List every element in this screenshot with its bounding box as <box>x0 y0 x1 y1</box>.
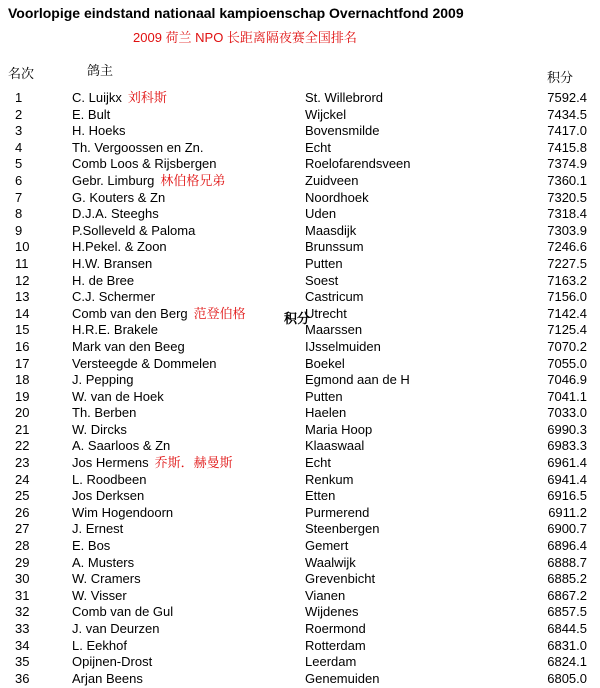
owner-cell <box>72 107 110 124</box>
owner-name: E. Bult <box>72 106 111 122</box>
place-cell: Klaaswaal <box>305 438 365 454</box>
place-cell: Renkum <box>305 471 354 487</box>
owner-cell <box>72 206 159 223</box>
table-row <box>0 571 600 588</box>
chinese-name-annotation: 林伯格兄弟 <box>160 172 226 188</box>
owner-cell <box>72 256 152 273</box>
chinese-name-annotation: 范登伯格 <box>193 305 246 321</box>
table-row <box>0 521 600 538</box>
points-cell: 7055.0 <box>547 355 587 371</box>
rank-cell: 8 <box>15 206 23 222</box>
table-row <box>0 140 600 157</box>
owner-column-header: 鸽主 <box>87 63 114 78</box>
owner-name: A. Saarloos & Zn <box>72 438 171 454</box>
points-cell: 7070.2 <box>547 338 587 354</box>
place-cell: IJsselmuiden <box>305 338 381 354</box>
ranking-table <box>0 90 600 687</box>
table-row <box>0 505 600 522</box>
owner-cell <box>72 555 134 572</box>
owner-cell <box>72 156 217 173</box>
owner-cell <box>72 306 246 323</box>
rank-cell: 13 <box>15 289 30 305</box>
rank-cell: 19 <box>15 388 30 404</box>
owner-cell <box>72 123 125 140</box>
points-cell: 6916.5 <box>547 488 587 504</box>
owner-name: H.Pekel. & Zoon <box>72 239 167 255</box>
table-row <box>0 472 600 489</box>
owner-cell <box>72 389 164 406</box>
table-row <box>0 239 600 256</box>
owner-cell <box>72 521 123 538</box>
owner-cell <box>72 538 110 555</box>
owner-cell <box>72 638 127 655</box>
owner-cell <box>72 488 144 505</box>
table-row <box>0 654 600 671</box>
place-cell: Utrecht <box>305 305 347 321</box>
owner-name: E. Bos <box>72 538 111 554</box>
owner-name: Opijnen-Drost <box>72 654 153 670</box>
table-row <box>0 356 600 373</box>
owner-name: Mark van den Beeg <box>72 338 185 354</box>
rank-cell: 17 <box>15 355 30 371</box>
points-cell: 6805.0 <box>547 670 587 686</box>
place-cell: Gemert <box>305 538 349 554</box>
place-cell: Egmond aan de H <box>305 372 410 388</box>
table-row <box>0 156 600 173</box>
points-cell: 7227.5 <box>547 255 587 271</box>
owner-cell <box>72 339 185 356</box>
rank-cell: 24 <box>15 471 30 487</box>
owner-name: J. van Deurzen <box>72 621 160 636</box>
table-row <box>0 123 600 140</box>
owner-cell <box>72 372 133 389</box>
points-cell: 7041.1 <box>547 388 587 404</box>
place-cell: Genemuiden <box>305 670 380 686</box>
rank-cell: 25 <box>15 488 30 504</box>
owner-name: Comb Loos & Rijsbergen <box>72 156 217 172</box>
table-row <box>0 422 600 439</box>
table-row <box>0 90 600 107</box>
table-row <box>0 289 600 306</box>
owner-name: Arjan Beens <box>72 670 143 686</box>
owner-cell <box>72 588 127 605</box>
points-cell: 6941.4 <box>547 471 587 487</box>
rank-cell: 14 <box>15 305 30 321</box>
points-cell: 7142.4 <box>547 305 587 321</box>
table-row <box>0 588 600 605</box>
points-cell: 6844.5 <box>547 621 587 636</box>
place-cell: Wijckel <box>305 106 347 122</box>
owner-name: Jos Derksen <box>72 488 145 504</box>
owner-name: P.Solleveld & Paloma <box>72 222 196 238</box>
owner-name: Th. Berben <box>72 405 137 421</box>
place-cell: Uden <box>305 206 337 222</box>
owner-name: Jos Hermens <box>72 455 149 471</box>
place-cell: Leerdam <box>305 654 357 670</box>
owner-cell <box>72 671 143 688</box>
points-cell: 7434.5 <box>547 106 587 122</box>
place-cell: Grevenbicht <box>305 571 376 587</box>
owner-name: Wim Hogendoorn <box>72 504 174 520</box>
rank-cell: 27 <box>15 521 30 537</box>
owner-cell <box>72 422 127 439</box>
points-cell: 7125.4 <box>547 322 587 338</box>
table-row <box>0 256 600 273</box>
points-cell: 7360.1 <box>547 172 587 188</box>
rank-cell: 33 <box>15 621 30 636</box>
owner-cell <box>72 173 225 190</box>
rank-cell: 22 <box>15 438 30 454</box>
owner-name: J. Pepping <box>72 372 134 388</box>
table-row <box>0 339 600 356</box>
points-cell: 6831.0 <box>547 637 587 653</box>
place-cell: Rotterdam <box>305 637 366 653</box>
points-cell: 6885.2 <box>547 571 587 587</box>
place-cell: Maarssen <box>305 322 363 338</box>
place-cell: Zuidveen <box>305 172 359 188</box>
place-cell: Roelofarendsveen <box>305 156 411 172</box>
owner-name: H.R.E. Brakele <box>72 322 158 338</box>
owner-cell <box>72 604 173 621</box>
place-cell: Steenbergen <box>305 521 380 537</box>
owner-cell <box>72 140 204 157</box>
owner-name: D.J.A. Steeghs <box>72 206 159 222</box>
owner-cell <box>72 239 167 256</box>
points-cell: 7318.4 <box>547 206 587 222</box>
table-row <box>0 604 600 621</box>
owner-name: L. Roodbeen <box>72 471 147 487</box>
owner-name: W. van de Hoek <box>72 388 164 404</box>
owner-cell <box>72 190 165 207</box>
rank-cell: 9 <box>15 222 23 238</box>
place-cell: Maasdijk <box>305 222 357 238</box>
points-cell: 6983.3 <box>547 438 587 454</box>
points-cell: 6900.7 <box>547 521 587 537</box>
place-cell: St. Willebrord <box>305 90 384 105</box>
place-cell: Echt <box>305 455 332 471</box>
owner-cell <box>72 405 136 422</box>
owner-name: Th. Vergoossen en Zn. <box>72 139 204 155</box>
owner-name: G. Kouters & Zn <box>72 189 166 205</box>
owner-name: W. Cramers <box>72 571 141 587</box>
rank-cell: 31 <box>15 587 30 603</box>
place-cell: Soest <box>305 272 339 288</box>
owner-cell <box>72 273 134 290</box>
place-cell: Vianen <box>305 587 346 603</box>
table-row <box>0 638 600 655</box>
rank-cell: 4 <box>15 139 23 155</box>
rank-column-header: 名次 <box>8 66 35 81</box>
owner-cell <box>72 571 141 588</box>
table-row <box>0 206 600 223</box>
chinese-subtitle: 2009 荷兰 NPO 长距离隔夜赛全国排名 <box>133 30 357 45</box>
table-row <box>0 405 600 422</box>
points-cell: 6888.7 <box>547 554 587 570</box>
rank-cell: 15 <box>15 322 30 338</box>
rank-cell: 2 <box>15 106 23 122</box>
table-row <box>0 372 600 389</box>
owner-name: C. Luijkx <box>72 90 122 105</box>
place-cell: Roermond <box>305 621 366 636</box>
table-row <box>0 273 600 290</box>
rank-cell: 23 <box>15 455 30 471</box>
table-row <box>0 671 600 688</box>
points-cell: 7417.0 <box>547 123 587 139</box>
points-cell: 7156.0 <box>547 289 587 305</box>
points-cell: 6911.2 <box>548 504 587 520</box>
overlapping-points-label: 积分 <box>284 311 311 326</box>
owner-name: A. Musters <box>72 554 135 570</box>
owner-name: Comb van de Gul <box>72 604 174 620</box>
rank-cell: 30 <box>15 571 30 587</box>
points-column-header: 积分 <box>547 70 574 85</box>
points-cell: 6961.4 <box>547 455 587 471</box>
owner-name: Versteegde & Dommelen <box>72 355 217 371</box>
owner-cell <box>72 621 159 638</box>
points-cell: 7163.2 <box>547 272 587 288</box>
place-cell: Wijdenes <box>305 604 359 620</box>
owner-name: H. de Bree <box>72 272 135 288</box>
table-row <box>0 438 600 455</box>
place-cell: Brunssum <box>305 239 364 255</box>
rank-cell: 12 <box>15 272 30 288</box>
rank-cell: 7 <box>15 189 23 205</box>
rank-cell: 18 <box>15 372 30 388</box>
owner-cell <box>72 438 170 455</box>
owner-name: W. Dircks <box>72 421 127 437</box>
rank-cell: 21 <box>15 421 30 437</box>
owner-cell <box>72 289 155 306</box>
owner-name: W. Visser <box>72 587 127 603</box>
owner-cell <box>72 505 173 522</box>
place-cell: Boekel <box>305 355 345 371</box>
rank-cell: 11 <box>15 255 29 271</box>
rank-cell: 20 <box>15 405 30 421</box>
table-row <box>0 555 600 572</box>
rank-cell: 10 <box>15 239 30 255</box>
owner-cell <box>72 322 158 339</box>
rank-cell: 34 <box>15 637 30 653</box>
owner-cell <box>72 472 146 489</box>
points-cell: 7592.4 <box>547 90 587 105</box>
place-cell: Putten <box>305 388 343 404</box>
place-cell: Echt <box>305 139 332 155</box>
place-cell: Waalwijk <box>305 554 356 570</box>
rank-cell: 16 <box>15 338 30 354</box>
owner-cell <box>72 223 195 240</box>
place-cell: Bovensmilde <box>305 123 380 139</box>
owner-cell <box>72 90 167 107</box>
points-cell: 7033.0 <box>547 405 587 421</box>
place-cell: Maria Hoop <box>305 421 373 437</box>
table-row <box>0 107 600 124</box>
chinese-name-annotation: 刘科斯 <box>127 90 167 105</box>
points-cell: 7374.9 <box>547 156 587 172</box>
owner-name: Comb van den Berg <box>72 305 188 321</box>
points-cell: 6896.4 <box>547 538 587 554</box>
table-row <box>0 455 600 472</box>
rank-cell: 28 <box>15 538 30 554</box>
points-cell: 7246.6 <box>547 239 587 255</box>
rank-cell: 32 <box>15 604 30 620</box>
owner-cell <box>72 455 233 472</box>
owner-name: L. Eekhof <box>72 637 127 653</box>
chinese-name-annotation: 乔斯．赫曼斯 <box>154 455 233 471</box>
points-cell: 7320.5 <box>547 189 587 205</box>
rank-cell: 1 <box>15 90 23 105</box>
owner-name: H.W. Bransen <box>72 255 153 271</box>
points-cell: 6867.2 <box>547 587 587 603</box>
rank-cell: 5 <box>15 156 23 172</box>
owner-cell <box>72 654 152 671</box>
place-cell: Noordhoek <box>305 189 369 205</box>
owner-name: Gebr. Limburg <box>72 172 155 188</box>
points-cell: 7415.8 <box>547 139 587 155</box>
rank-cell: 36 <box>15 670 30 686</box>
points-cell: 7046.9 <box>547 372 587 388</box>
table-row <box>0 488 600 505</box>
table-row <box>0 621 600 638</box>
table-row <box>0 223 600 240</box>
points-cell: 7303.9 <box>547 222 587 238</box>
place-cell: Haelen <box>305 405 347 421</box>
points-cell: 6824.1 <box>547 654 587 670</box>
rank-cell: 35 <box>15 654 30 670</box>
rank-cell: 6 <box>15 172 23 188</box>
table-row <box>0 173 600 190</box>
place-cell: Purmerend <box>305 504 370 520</box>
owner-name: H. Hoeks <box>72 123 126 139</box>
place-cell: Putten <box>305 255 343 271</box>
place-cell: Castricum <box>305 289 364 305</box>
rank-cell: 29 <box>15 554 30 570</box>
owner-name: J. Ernest <box>72 521 124 537</box>
page-title: Voorlopige eindstand nationaal kampioenschap Overnachtfond 2009 <box>8 5 464 21</box>
rank-cell: 26 <box>15 504 30 520</box>
owner-cell <box>72 356 217 373</box>
rank-cell: 3 <box>15 123 23 139</box>
table-row <box>0 190 600 207</box>
table-row <box>0 538 600 555</box>
place-cell: Etten <box>305 488 336 504</box>
owner-name: C.J. Schermer <box>72 289 156 305</box>
points-cell: 6857.5 <box>547 604 587 620</box>
points-cell: 6990.3 <box>547 421 587 437</box>
table-row <box>0 389 600 406</box>
